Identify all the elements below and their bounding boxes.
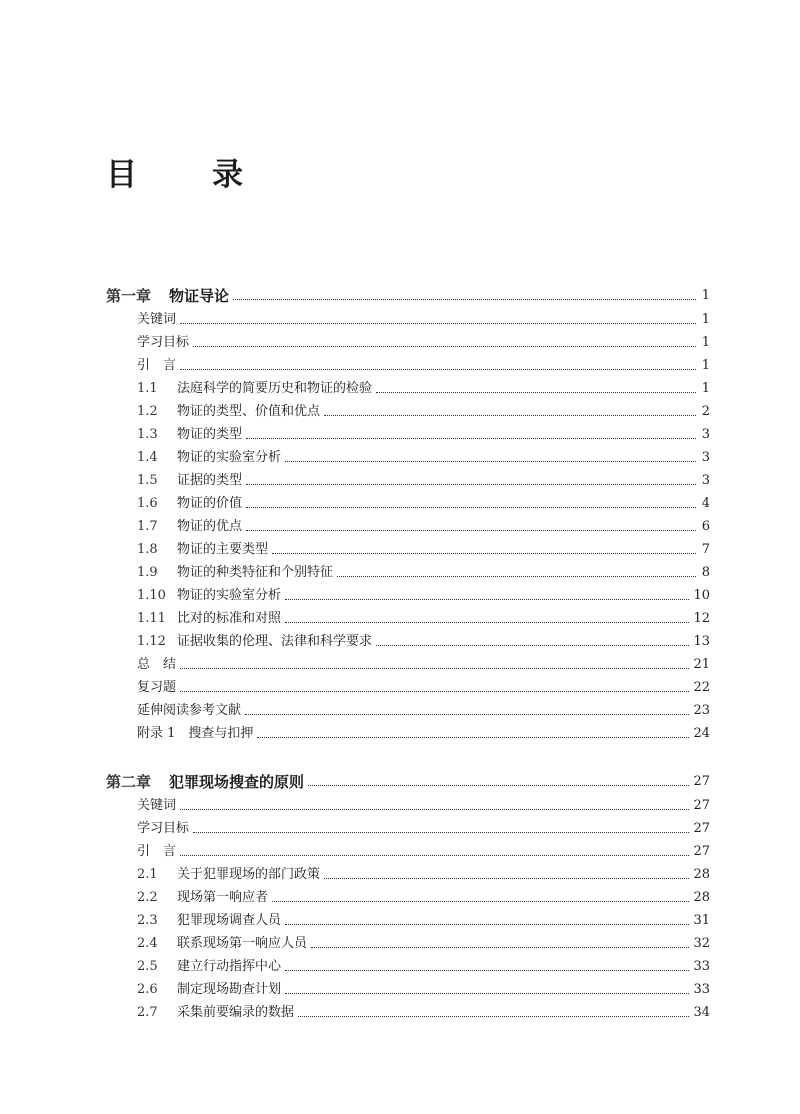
section-number: 2.4 (137, 936, 158, 951)
section-title: 复习题 (137, 680, 177, 695)
page-number: 1 (701, 335, 710, 350)
dot-leader (272, 900, 689, 902)
dot-leader (285, 923, 689, 925)
page-number: 4 (701, 496, 710, 511)
page-number: 34 (693, 1005, 710, 1020)
dot-leader (285, 969, 689, 971)
toc-entry-row[interactable] (106, 930, 710, 953)
dot-leader (180, 667, 689, 669)
section-title: 物证的类型、价值和优点 (177, 404, 321, 419)
page-title: 目 录 (106, 157, 265, 193)
dot-leader (233, 298, 696, 300)
section-number: 2.6 (137, 982, 158, 997)
page-number: 28 (693, 890, 710, 905)
section-title: 关键词 (137, 798, 177, 813)
toc-chapter-row[interactable] (106, 768, 710, 791)
page-number: 2 (701, 404, 710, 419)
section-title: 延伸阅读参考文献 (137, 703, 242, 718)
section-title: 总 结 (137, 657, 177, 672)
toc-entry-row[interactable] (106, 582, 710, 605)
toc-entry-row[interactable] (106, 352, 710, 375)
dot-leader (246, 437, 696, 439)
section-number: 2.7 (137, 1005, 158, 1020)
page-number: 31 (693, 913, 710, 928)
section-number: 2.1 (137, 867, 158, 882)
toc-entry-row[interactable] (106, 999, 710, 1022)
dot-leader (246, 483, 696, 485)
section-title: 建立行动指挥中心 (177, 959, 282, 974)
section-title: 引 言 (137, 844, 177, 859)
toc-entry-row[interactable] (106, 953, 710, 976)
toc-entry-row[interactable] (106, 536, 710, 559)
chapter-number: 第一章 (106, 287, 152, 305)
section-number: 1.8 (137, 542, 158, 557)
section-title: 附录 1 搜查与扣押 (137, 726, 254, 741)
section-number: 1.2 (137, 404, 158, 419)
page-number: 24 (693, 726, 710, 741)
dot-leader (193, 831, 689, 833)
page-number: 27 (693, 844, 710, 859)
toc-entry-row[interactable] (106, 444, 710, 467)
page-number: 1 (701, 288, 710, 303)
page-number: 12 (693, 611, 710, 626)
toc-entry-row[interactable] (106, 697, 710, 720)
section-title: 证据的类型 (177, 473, 243, 488)
dot-leader (298, 1015, 689, 1017)
dot-leader (245, 713, 689, 715)
section-number: 1.6 (137, 496, 158, 511)
section-title: 物证的实验室分析 (177, 588, 282, 603)
toc-entry-row[interactable] (106, 559, 710, 582)
page-number: 32 (693, 936, 710, 951)
section-number: 1.5 (137, 473, 158, 488)
toc-entry-row[interactable] (106, 421, 710, 444)
chapter-title: 物证导论 (169, 287, 230, 305)
toc-entry-row[interactable] (106, 490, 710, 513)
section-title: 物证的类型 (177, 427, 243, 442)
toc-entry-row[interactable] (106, 815, 710, 838)
toc-entry-row[interactable] (106, 605, 710, 628)
page-number: 27 (693, 774, 710, 789)
page-number: 3 (701, 450, 710, 465)
dot-leader (193, 345, 696, 347)
section-title: 犯罪现场调查人员 (177, 913, 282, 928)
dot-leader (308, 784, 689, 786)
page-number: 21 (693, 657, 710, 672)
page-number: 27 (693, 798, 710, 813)
section-title: 比对的标准和对照 (177, 611, 282, 626)
section-number: 2.2 (137, 890, 158, 905)
toc-entry-row[interactable] (106, 976, 710, 999)
toc-entry-row[interactable] (106, 398, 710, 421)
page-number: 3 (701, 427, 710, 442)
section-title: 关键词 (137, 312, 177, 327)
section-title: 证据收集的伦理、法律和科学要求 (177, 634, 373, 649)
section-number: 2.3 (137, 913, 158, 928)
page-number: 13 (693, 634, 710, 649)
dot-leader (246, 506, 696, 508)
page-number: 10 (693, 588, 710, 603)
toc-entry-row[interactable] (106, 674, 710, 697)
page-number: 1 (701, 312, 710, 327)
dot-leader (324, 877, 689, 879)
section-title: 学习目标 (137, 821, 190, 836)
dot-leader (324, 414, 696, 416)
dot-leader (246, 529, 696, 531)
toc-entry-row[interactable] (106, 628, 710, 651)
section-title: 制定现场勘查计划 (177, 982, 282, 997)
section-title: 现场第一响应者 (177, 890, 269, 905)
dot-leader (285, 598, 689, 600)
section-number: 1.12 (137, 634, 166, 649)
section-title: 学习目标 (137, 335, 190, 350)
dot-leader (272, 552, 696, 554)
page-number: 33 (693, 982, 710, 997)
toc-entry-row[interactable] (106, 306, 710, 329)
toc-chapter-row[interactable] (106, 282, 710, 305)
toc-entry-row[interactable] (106, 838, 710, 861)
page-number: 33 (693, 959, 710, 974)
page-number: 3 (701, 473, 710, 488)
section-title: 联系现场第一响应人员 (177, 936, 308, 951)
toc-entry-row[interactable] (106, 884, 710, 907)
page-number: 6 (701, 519, 710, 534)
chapter-title: 犯罪现场搜查的原则 (169, 773, 305, 791)
dot-leader (376, 391, 696, 393)
section-title: 物证的价值 (177, 496, 243, 511)
chapter-number: 第二章 (106, 773, 152, 791)
section-number: 1.10 (137, 588, 166, 603)
section-title: 物证的种类特征和个别特征 (177, 565, 334, 580)
page-number: 28 (693, 867, 710, 882)
section-number: 1.1 (137, 381, 158, 396)
toc-entry-row[interactable] (106, 792, 710, 815)
section-title: 采集前要编录的数据 (177, 1005, 295, 1020)
dot-leader (257, 736, 689, 738)
page-number: 8 (701, 565, 710, 580)
section-title: 物证的主要类型 (177, 542, 269, 557)
section-number: 1.9 (137, 565, 158, 580)
dot-leader (180, 808, 689, 810)
toc-entry-row[interactable] (106, 720, 710, 743)
toc-entry-row[interactable] (106, 467, 710, 490)
section-number: 1.11 (137, 611, 166, 626)
section-number: 1.3 (137, 427, 158, 442)
toc-entry-row[interactable] (106, 375, 710, 398)
dot-leader (285, 992, 689, 994)
section-title: 关于犯罪现场的部门政策 (177, 867, 321, 882)
dot-leader (180, 690, 689, 692)
section-title: 物证的优点 (177, 519, 243, 534)
page-number: 1 (701, 381, 710, 396)
section-title: 法庭科学的简要历史和物证的检验 (177, 381, 373, 396)
page-number: 7 (701, 542, 710, 557)
page-number: 22 (693, 680, 710, 695)
dot-leader (337, 575, 696, 577)
section-title: 物证的实验室分析 (177, 450, 282, 465)
dot-leader (311, 946, 689, 948)
page-number: 23 (693, 703, 710, 718)
section-number: 1.4 (137, 450, 158, 465)
dot-leader (376, 644, 689, 646)
toc-entry-row[interactable] (106, 329, 710, 352)
toc-entry-row[interactable] (106, 907, 710, 930)
dot-leader (285, 460, 696, 462)
toc-entry-row[interactable] (106, 651, 710, 674)
dot-leader (285, 621, 689, 623)
section-number: 1.7 (137, 519, 158, 534)
section-number: 2.5 (137, 959, 158, 974)
page-number: 1 (701, 358, 710, 373)
dot-leader (180, 854, 689, 856)
section-title: 引 言 (137, 358, 177, 373)
page-number: 27 (693, 821, 710, 836)
toc-entry-row[interactable] (106, 513, 710, 536)
dot-leader (180, 368, 696, 370)
toc-entry-row[interactable] (106, 861, 710, 884)
dot-leader (180, 322, 696, 324)
